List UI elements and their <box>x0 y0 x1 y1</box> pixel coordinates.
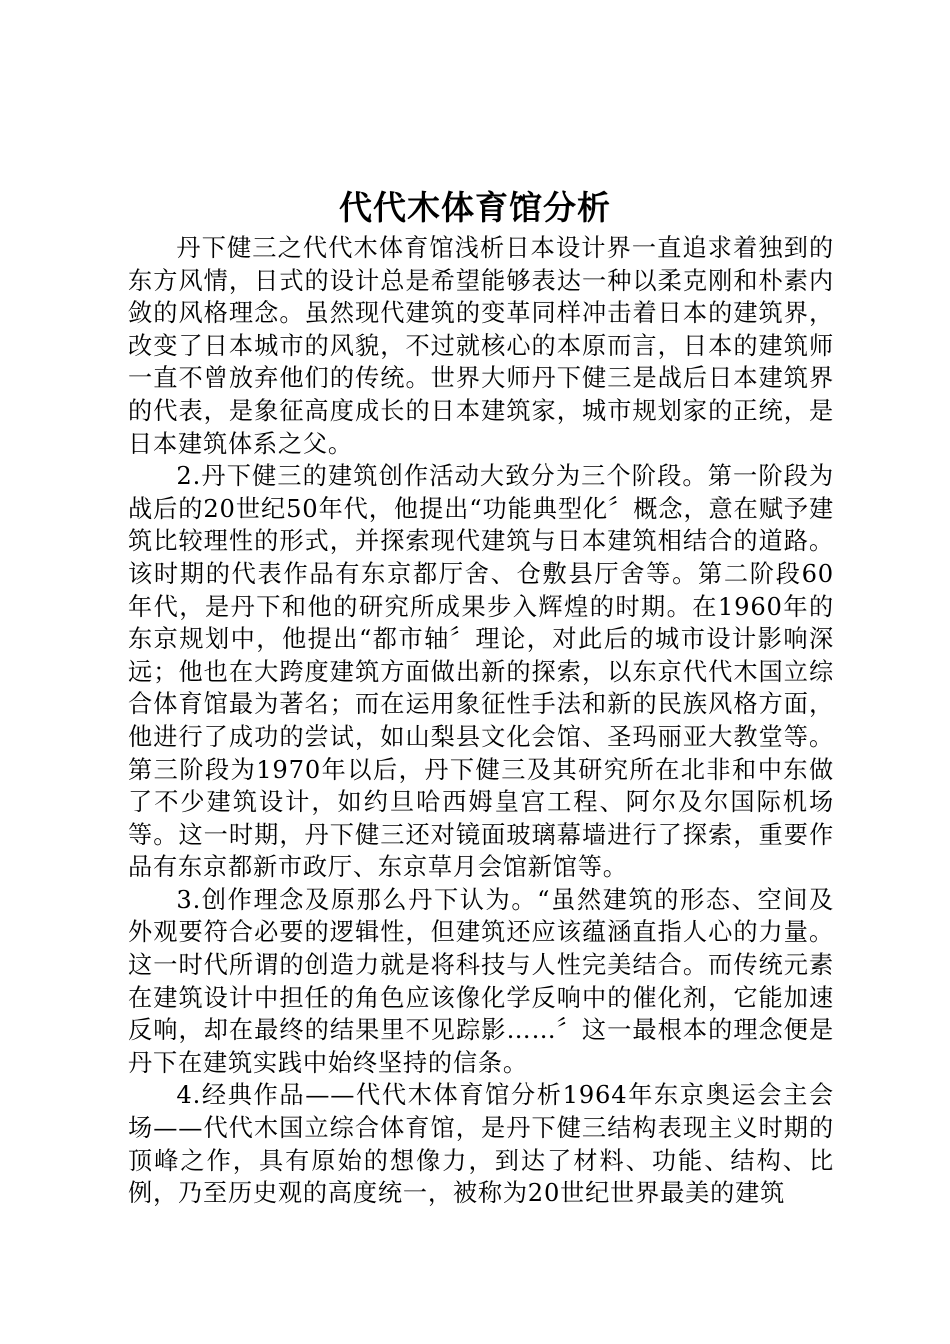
document-body <box>128 232 834 1210</box>
paragraph: 4.经典作品——代代木体育馆分析1964年东京奥运会主会场——代代木国立综合体育馆，是丹下健三结构表现主义时期的顶峰之作，具有原始的想像力，到达了材料、功能、结构、比例，乃至历史观的高度统一，被称为20世纪世界最美的建筑 <box>128 1081 834 1208</box>
document-title: 代代木体育馆分析 <box>339 188 611 227</box>
paragraph: 3.创作理念及原那么丹下认为。“虽然建筑的形态、空间及外观要符合必要的逻辑性，但建筑还应该蕴涵直指人心的力量。这一时代所谓的创造力就是将科技与人性完美结合。而传统元素在建筑设计中担任的角色应该像化学反响中的催化剂，它能加速反响，却在最终的结果里不见踪影……〞这一最根本的理念便是丹下在建筑实践中始终坚持的信条。 <box>128 885 834 1077</box>
paragraph: 丹下健三之代代木体育馆浅析日本设计界一直追求着独到的东方风情，日式的设计总是希望能够表达一种以柔克刚和朴素内敛的风格理念。虽然现代建筑的变革同样冲击着日本的建筑界，改变了日本城市的风貌，不过就核心的本原而言，日本的建筑师一直不曾放弃他们的传统。世界大师丹下健三是战后日本建筑界的代表，是象征高度成长的日本建筑家，城市规划家的正统，是日本建筑体系之父。 <box>128 234 834 458</box>
paragraph: 2.丹下健三的建筑创作活动大致分为三个阶段。第一阶段为战后的20世纪50年代，他提出“功能典型化〞概念，意在赋予建筑比较理性的形式，并探索现代建筑与日本建筑相结合的道路。该时期的代表作品有东京都厅舍、仓敷县厅舍等。第二阶段60年代，是丹下和他的研究所成果步入辉煌的时期。在1960年的东京规划中，他提出“都市轴〞理论，对此后的城市设计影响深远；他也在大跨度建筑方面做出新的探索，以东京代代木国立综合体育馆最为著名；而在运用象征性手法和新的民族风格方面，他进行了成功的尝试，如山梨县文化会馆、圣玛丽亚大教堂等。第三阶段为1970年以后，丹下健三及其研究所在北非和中东做了不少建筑设计，如约旦哈西姆皇宫工程、阿尔及尔国际机场等。这一时期，丹下健三还对镜面玻璃幕墙进行了探索，重要作品有东京都新市政厅、东京草月会馆新馆等。 <box>128 462 834 882</box>
